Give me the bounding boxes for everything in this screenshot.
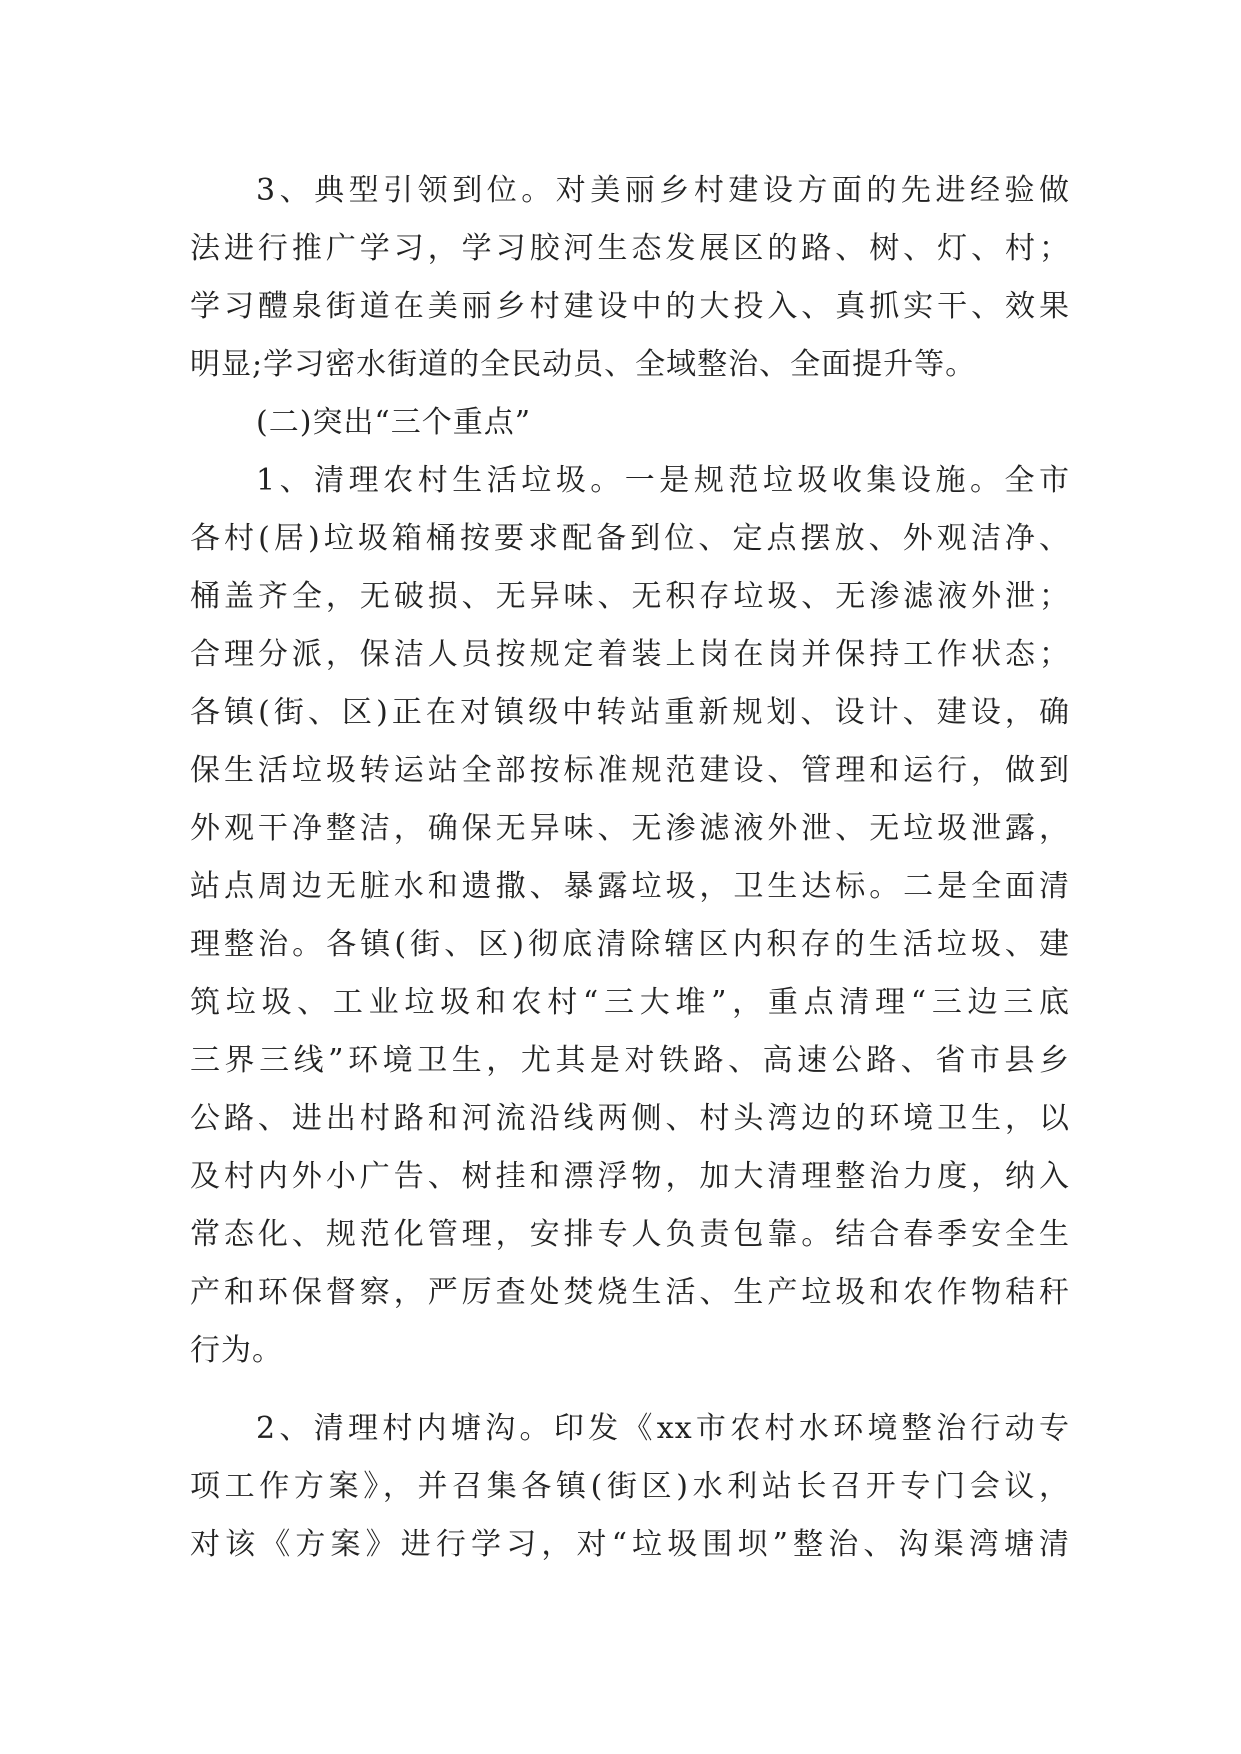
item-1-line-11: 三界三线”环境卫生，尤其是对铁路、高速公路、省市县乡 (190, 1043, 1070, 1078)
paragraph-3-line-2: 法进行推广学习，学习胶河生态发展区的路、树、灯、村； (190, 231, 1070, 266)
item-1-line-10: 筑垃圾、工业垃圾和农村“三大堆”，重点清理“三边三底 (190, 985, 1070, 1020)
item-2-line-2: 项工作方案》，并召集各镇(街区)水利站长召开专门会议， (190, 1469, 1070, 1504)
paragraph-spacer (190, 1380, 1070, 1400)
paragraph-3-line-4: 明显;学习密水街道的全民动员、全域整治、全面提升等。 (190, 347, 977, 382)
item-1-line-13: 及村内外小广告、树挂和漂浮物，加大清理整治力度，纳入 (190, 1159, 1070, 1194)
item-1-line-3: 桶盖齐全，无破损、无异味、无积存垃圾、无渗滤液外泄； (190, 579, 1070, 614)
item-1-line-16: 行为。 (190, 1333, 283, 1368)
item-1-line-7: 外观干净整洁，确保无异味、无渗滤液外泄、无垃圾泄露， (190, 811, 1070, 846)
paragraph-3-line-1: 3、典型引领到位。对美丽乡村建设方面的先进经验做 (256, 173, 1070, 208)
item-1-line-14: 常态化、规范化管理，安排专人负责包靠。结合春季安全生 (190, 1217, 1070, 1252)
item-1-line-6: 保生活垃圾转运站全部按标准规范建设、管理和运行，做到 (190, 753, 1070, 788)
item-1-line-9: 理整治。各镇(街、区)彻底清除辖区内积存的生活垃圾、建 (190, 927, 1070, 962)
item-1-line-2: 各村(居)垃圾箱桶按要求配备到位、定点摆放、外观洁净、 (190, 521, 1070, 556)
section-heading: (二)突出“三个重点” (256, 405, 532, 440)
paragraph-3-line-3: 学习醴泉街道在美丽乡村建设中的大投入、真抓实干、效果 (190, 289, 1070, 324)
item-1-line-15: 产和环保督察，严厉查处焚烧生活、生产垃圾和农作物秸秆 (190, 1275, 1070, 1310)
item-2-line-3: 对该《方案》进行学习，对“垃圾围坝”整治、沟渠湾塘清 (190, 1527, 1070, 1562)
item-1-line-4: 合理分派，保洁人员按规定着装上岗在岗并保持工作状态； (190, 637, 1070, 672)
item-1-line-1: 1、清理农村生活垃圾。一是规范垃圾收集设施。全市 (256, 463, 1070, 498)
item-1-line-12: 公路、进出村路和河流沿线两侧、村头湾边的环境卫生，以 (190, 1101, 1070, 1136)
item-1-line-8: 站点周边无脏水和遗撒、暴露垃圾，卫生达标。二是全面清 (190, 869, 1070, 904)
item-1-line-5: 各镇(街、区)正在对镇级中转站重新规划、设计、建设，确 (190, 695, 1070, 730)
document-page (190, 162, 1070, 1574)
item-2-line-1: 2、清理村内塘沟。印发《xx市农村水环境整治行动专 (256, 1411, 1070, 1446)
